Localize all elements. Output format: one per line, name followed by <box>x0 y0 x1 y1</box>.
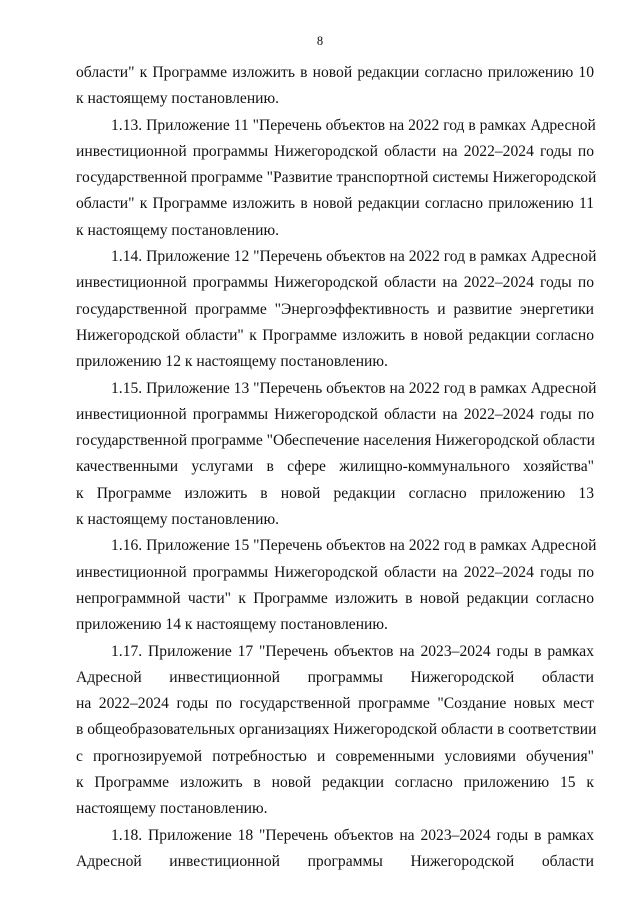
paragraph-1-14 <box>76 244 597 375</box>
text-line: инвестиционной программы Нижегородской области на 2022–2024 годы по <box>76 142 594 160</box>
text-line: государственной программе "Развитие транспортной системы Нижегородской <box>76 169 597 187</box>
text-line: с прогнозируемой потребностью и современными условиями обучения" <box>76 747 594 765</box>
page-number: 8 <box>316 34 324 48</box>
text-line: Адресной инвестиционной программы Нижегородской области <box>76 852 594 870</box>
text-line: на 2022–2024 годы по государственной программе "Создание новых мест <box>76 695 594 713</box>
text-line: инвестиционной программы Нижегородской области на 2022–2024 годы по <box>76 274 594 292</box>
text-line: приложению 12 к настоящему постановлению. <box>76 353 388 371</box>
text-line: области" к Программе изложить в новой редакции согласно приложению 11 <box>76 195 594 213</box>
text-line: 1.16. Приложение 15 "Перечень объектов на 2022 год в рамках Адресной <box>111 537 597 555</box>
paragraph-1-13 <box>76 113 597 244</box>
paragraph-1-16 <box>76 533 597 638</box>
paragraph-1-17 <box>76 639 597 823</box>
text-line: 1.13. Приложение 11 "Перечень объектов на 2022 год в рамках Адресной <box>111 116 596 134</box>
text-line: инвестиционной программы Нижегородской области на 2022–2024 годы по <box>76 405 594 423</box>
paragraph-1-18 <box>76 823 594 876</box>
text-line: в общеобразовательных организациях Нижегородской области в соответствии <box>76 721 597 739</box>
document-body <box>76 60 597 875</box>
text-line: инвестиционной программы Нижегородской области на 2022–2024 годы по <box>76 563 594 581</box>
text-line: Адресной инвестиционной программы Нижегородской области <box>76 668 594 686</box>
text-line: настоящему постановлению. <box>76 800 268 818</box>
text-line: Нижегородской области" к Программе изложить в новой редакции согласно <box>76 326 594 344</box>
text-line: государственной программе "Обеспечение населения Нижегородской области <box>76 432 595 450</box>
paragraph-1-15 <box>76 376 597 534</box>
text-line: к настоящему постановлению. <box>76 90 280 108</box>
text-line: государственной программе "Энергоэффективность и развитие энергетики <box>76 300 594 318</box>
text-line: к Программе изложить в новой редакции согласно приложению 15 к <box>76 774 594 792</box>
text-line: области" к Программе изложить в новой редакции согласно приложению 10 <box>76 64 594 81</box>
text-line: к настоящему постановлению. <box>76 221 280 239</box>
text-line: приложению 14 к настоящему постановлению. <box>76 616 388 634</box>
paragraph-continuation <box>76 60 594 113</box>
text-line: 1.15. Приложение 13 "Перечень объектов на 2022 год в рамках Адресной <box>111 379 597 397</box>
text-line: к Программе изложить в новой редакции согласно приложению 13 <box>76 484 594 502</box>
text-line: непрограммной части" к Программе изложить в новой редакции согласно <box>76 589 594 607</box>
text-line: 1.14. Приложение 12 "Перечень объектов на 2022 год в рамках Адресной <box>111 248 597 266</box>
text-line: к настоящему постановлению. <box>76 511 280 529</box>
text-line: 1.17. Приложение 17 "Перечень объектов на 2023–2024 годы в рамках <box>111 642 594 660</box>
text-line: 1.18. Приложение 18 "Перечень объектов на 2023–2024 годы в рамках <box>111 826 594 844</box>
text-line: качественными услугами в сфере жилищно-коммунального хозяйства" <box>76 458 594 476</box>
